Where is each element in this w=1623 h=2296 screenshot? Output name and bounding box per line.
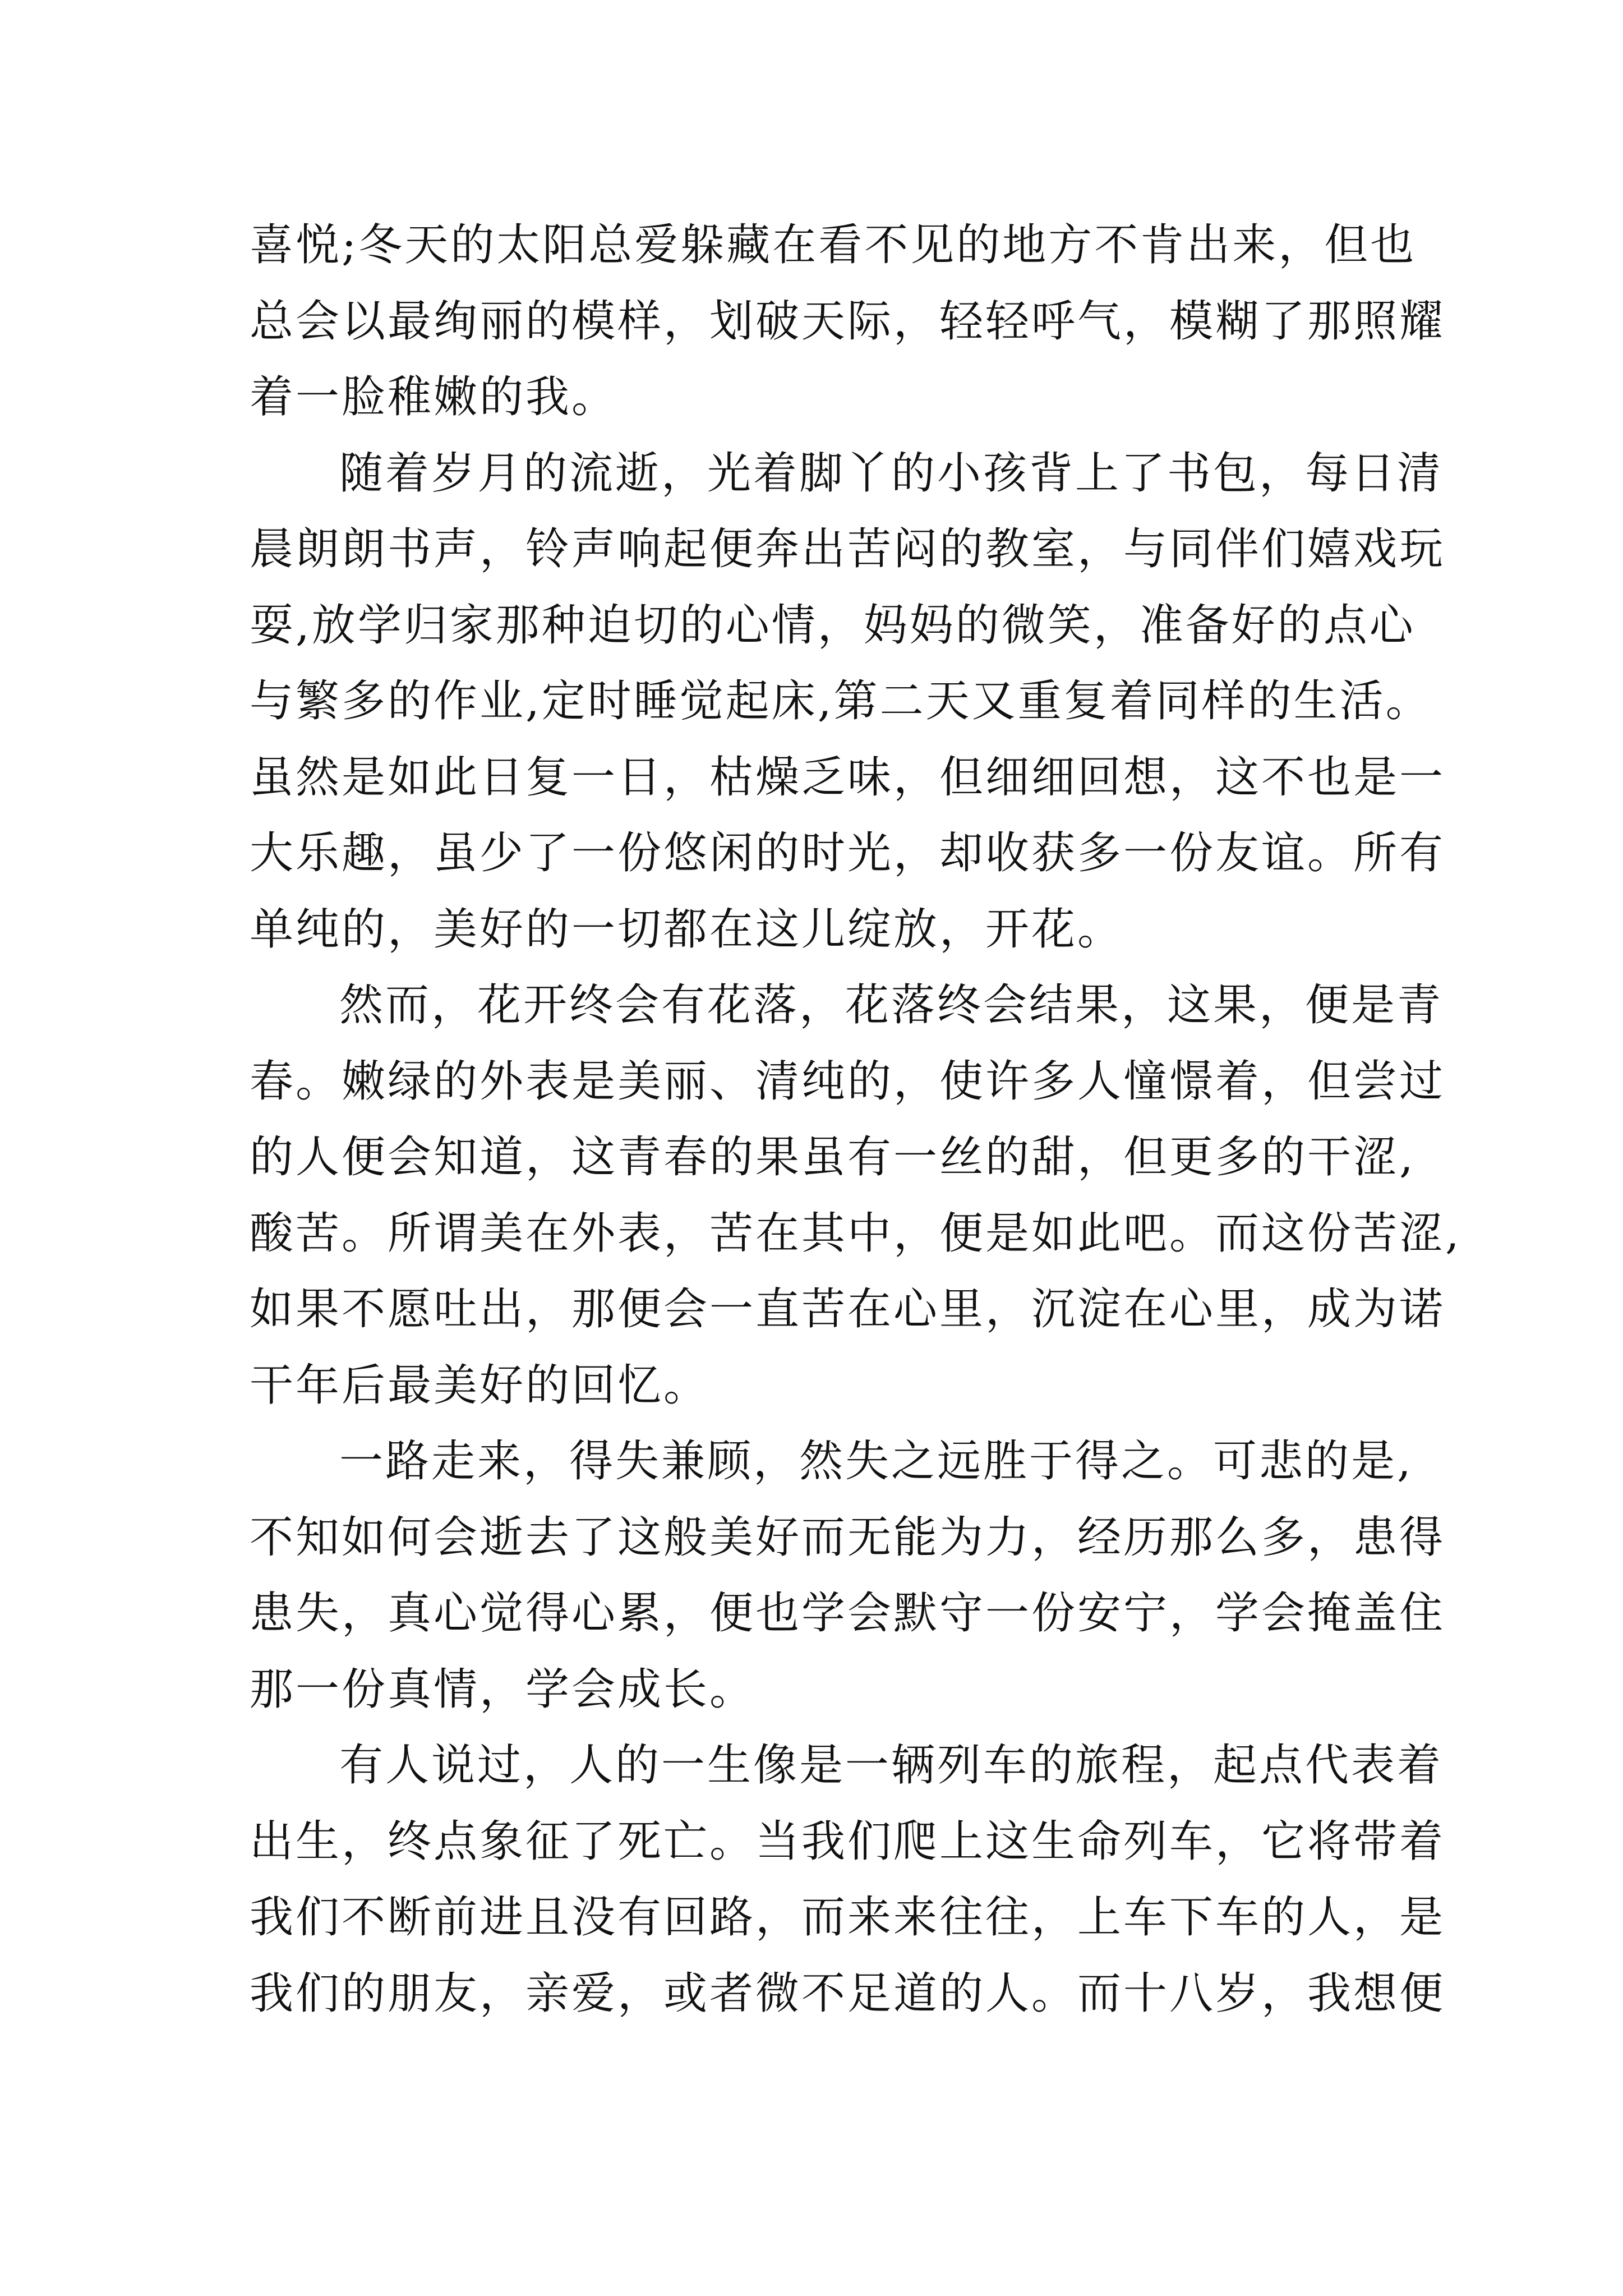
text-line: 的人便会知道，这青春的果虽有一丝的甜，但更多的干涩, xyxy=(250,1132,1415,1182)
text-line: 喜悦;冬天的太阳总爱躲藏在看不见的地方不肯出来，但也 xyxy=(250,220,1417,270)
text-line: 我们不断前进且没有回路，而来来往往，上车下车的人，是 xyxy=(250,1892,1446,1943)
text-line: 一路走来，得失兼顾，然失之远胜于得之。可悲的是, xyxy=(339,1436,1413,1487)
text-line: 患失，真心觉得心累，便也学会默守一份安宁，学会掩盖住 xyxy=(250,1588,1446,1639)
text-line: 干年后最美好的回忆。 xyxy=(250,1360,710,1411)
text-line: 如果不愿吐出，那便会一直苦在心里，沉淀在心里，成为诺 xyxy=(250,1284,1446,1335)
text-line: 有人说过，人的一生像是一辆列车的旅程，起点代表着 xyxy=(339,1740,1444,1791)
text-line: 春。嫩绿的外表是美丽、清纯的，使许多人憧憬着，但尝过 xyxy=(250,1056,1446,1107)
text-line: 大乐趣，虽少了一份悠闲的时光，却收获多一份友谊。所有 xyxy=(250,828,1446,878)
text-line: 酸苦。所谓美在外表，苦在其中，便是如此吧。而这份苦涩, xyxy=(250,1208,1461,1259)
text-line: 与繁多的作业,定时睡觉起床,第二天又重复着同样的生活。 xyxy=(250,676,1432,726)
text-line: 单纯的，美好的一切都在这儿绽放，开花。 xyxy=(250,904,1124,955)
text-line: 总会以最绚丽的模样，划破天际，轻轻呼气，模糊了那照耀 xyxy=(250,296,1446,347)
text-line: 着一脸稚嫩的我。 xyxy=(250,372,618,422)
text-line: 不知如何会逝去了这般美好而无能为力，经历那么多，患得 xyxy=(250,1512,1446,1563)
document-body xyxy=(250,208,1461,2032)
text-line: 那一份真情，学会成长。 xyxy=(250,1664,756,1715)
text-line: 我们的朋友，亲爱，或者微不足道的人。而十八岁，我想便 xyxy=(250,1968,1446,2019)
text-line: 耍,放学归家那种迫切的心情，妈妈的微笑，准备好的点心 xyxy=(250,600,1415,651)
text-line: 虽然是如此日复一日，枯燥乏味，但细细回想，这不也是一 xyxy=(250,752,1446,803)
text-line: 然而，花开终会有花落，花落终会结果，这果，便是青 xyxy=(339,980,1444,1030)
text-line: 随着岁月的流逝，光着脚丫的小孩背上了书包，每日清 xyxy=(339,448,1444,499)
text-line: 晨朗朗书声，铃声响起便奔出苦闷的教室，与同伴们嬉戏玩 xyxy=(250,524,1446,574)
text-line: 出生，终点象征了死亡。当我们爬上这生命列车，它将带着 xyxy=(250,1816,1446,1867)
